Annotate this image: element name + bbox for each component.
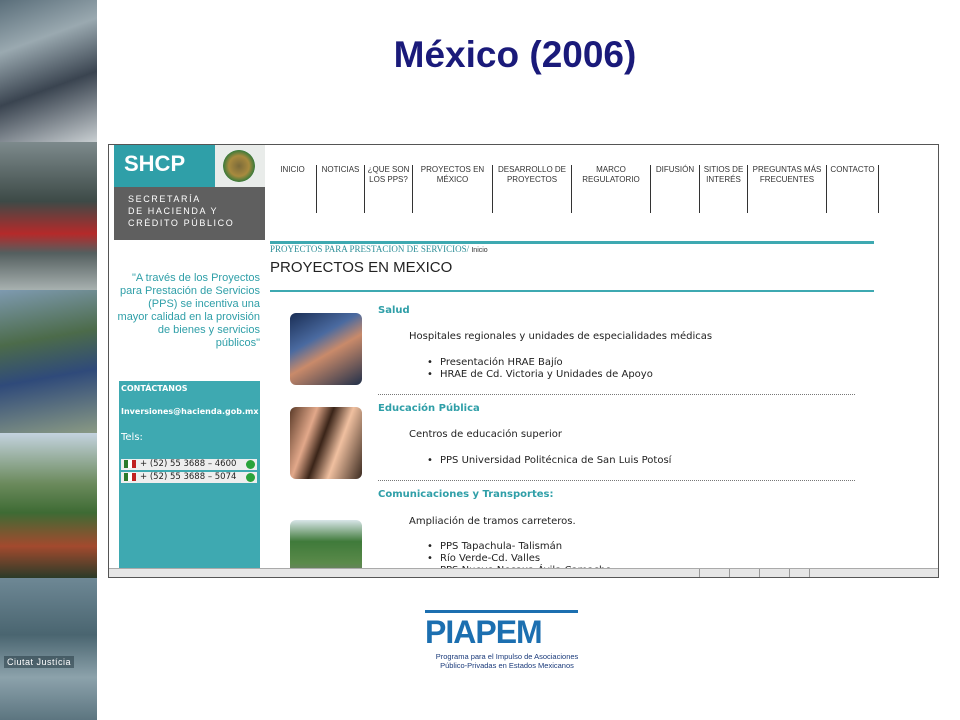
justice-building-photo [0, 578, 97, 720]
project-link[interactable]: • Río Verde-Cd. Valles [427, 553, 611, 565]
pps-quote: "A través de los Proyectos para Prestación de Servicios (PPS) se incentiva una mayor calidad en la provisión de bienes y servicios públicos" [117, 272, 260, 349]
nav-sitios-de-interes[interactable]: SITIOS DE INTERÉS [700, 165, 748, 213]
brt-bus-photo [0, 142, 97, 290]
project-link[interactable]: • Presentación HRAE Bajío [427, 357, 653, 369]
contact-panel [119, 381, 260, 577]
phones-label: Tels: [121, 432, 143, 443]
phone-call-icon [246, 460, 255, 469]
logo-subtitle-line: Público-Privadas en Estados Mexicanos [440, 661, 574, 670]
breadcrumb [270, 244, 488, 254]
nav-marco-regulatorio[interactable]: MARCO REGULATORIO [572, 165, 651, 213]
divider-line [270, 290, 874, 292]
highway-bridge-photo [0, 290, 97, 433]
website-screenshot [108, 144, 939, 578]
project-list [427, 357, 653, 381]
nav-proyectos-en-mexico[interactable]: PROYECTOS EN MÉXICO [413, 165, 493, 213]
national-emblem-box [215, 145, 265, 187]
phone-call-icon [246, 473, 255, 482]
mexico-coat-of-arms-icon [223, 150, 255, 182]
breadcrumb-home-link[interactable]: Inicio [471, 247, 488, 254]
section-divider [378, 480, 855, 481]
contact-title: CONTÁCTANOS [121, 384, 188, 393]
photo-strip [0, 0, 97, 720]
secretaria-line: SECRETARÍA [128, 194, 201, 204]
nav-que-son-pps[interactable]: ¿QUE SON LOS PPS? [365, 165, 413, 213]
phone-row[interactable] [121, 472, 257, 483]
nav-desarrollo-de-proyectos[interactable]: DESARROLLO DE PROYECTOS [493, 165, 572, 213]
nav-noticias[interactable]: NOTICIAS [317, 165, 365, 213]
browser-status-bar [109, 568, 938, 577]
students-photo [290, 407, 362, 479]
secretaria-line: CRÉDITO PÚBLICO [128, 218, 235, 228]
nav-inicio[interactable]: INICIO [269, 165, 317, 213]
page-heading: PROYECTOS EN MEXICO [270, 259, 453, 276]
piapem-wordmark: PIAPEM [425, 614, 542, 650]
secretaria-line: DE HACIENDA Y [128, 206, 219, 216]
piapem-subtitle [427, 652, 587, 670]
nav-preguntas-frecuentes[interactable]: PREGUNTAS MÁS FRECUENTES [748, 165, 827, 213]
phone-row[interactable] [121, 459, 257, 470]
nav-difusion[interactable]: DIFUSIÓN [651, 165, 700, 213]
shcp-logo-text: SHCP [124, 151, 186, 176]
section-subtitle: Hospitales regionales y unidades de especialidades médicas [409, 331, 713, 342]
mexico-flag-icon [124, 460, 136, 468]
section-subtitle: Centros de educación superior [409, 429, 563, 440]
project-link[interactable]: • PPS Tapachula- Talismán [427, 541, 611, 553]
nav-contacto[interactable]: CONTACTO [827, 165, 879, 213]
slide-title: México (2006) [393, 34, 637, 75]
mexico-flag-icon [124, 473, 136, 481]
breadcrumb-section-link[interactable]: PROYECTOS PARA PRESTACION DE SERVICIOS/ [270, 244, 470, 254]
hospital-photo [290, 313, 362, 385]
section-divider [378, 394, 855, 395]
section-title-educacion[interactable]: Educación Pública [378, 403, 480, 414]
contact-email-link[interactable]: Inversiones@hacienda.gob.mx [121, 407, 259, 416]
stadium-photo [0, 433, 97, 578]
project-link[interactable]: • PPS Universidad Politécnica de San Luis Potosí [427, 455, 671, 467]
phone-number: + (52) 55 3688 – 4600 [140, 459, 237, 469]
justice-building-sign: Ciutat Justícia [4, 656, 74, 668]
section-subtitle: Ampliación de tramos carreteros. [409, 516, 576, 527]
project-list [427, 455, 671, 467]
phone-number: + (52) 55 3688 – 5074 [140, 472, 237, 482]
piapem-logo [425, 612, 585, 672]
secretaria-banner [114, 187, 265, 240]
section-title-comunicaciones[interactable]: Comunicaciones y Transportes: [378, 489, 554, 500]
logo-subtitle-line: Programa para el Impulso de Asociaciones [435, 652, 579, 661]
section-title-salud[interactable]: Salud [378, 305, 410, 316]
project-link[interactable]: • HRAE de Cd. Victoria y Unidades de Apoyo [427, 369, 653, 381]
